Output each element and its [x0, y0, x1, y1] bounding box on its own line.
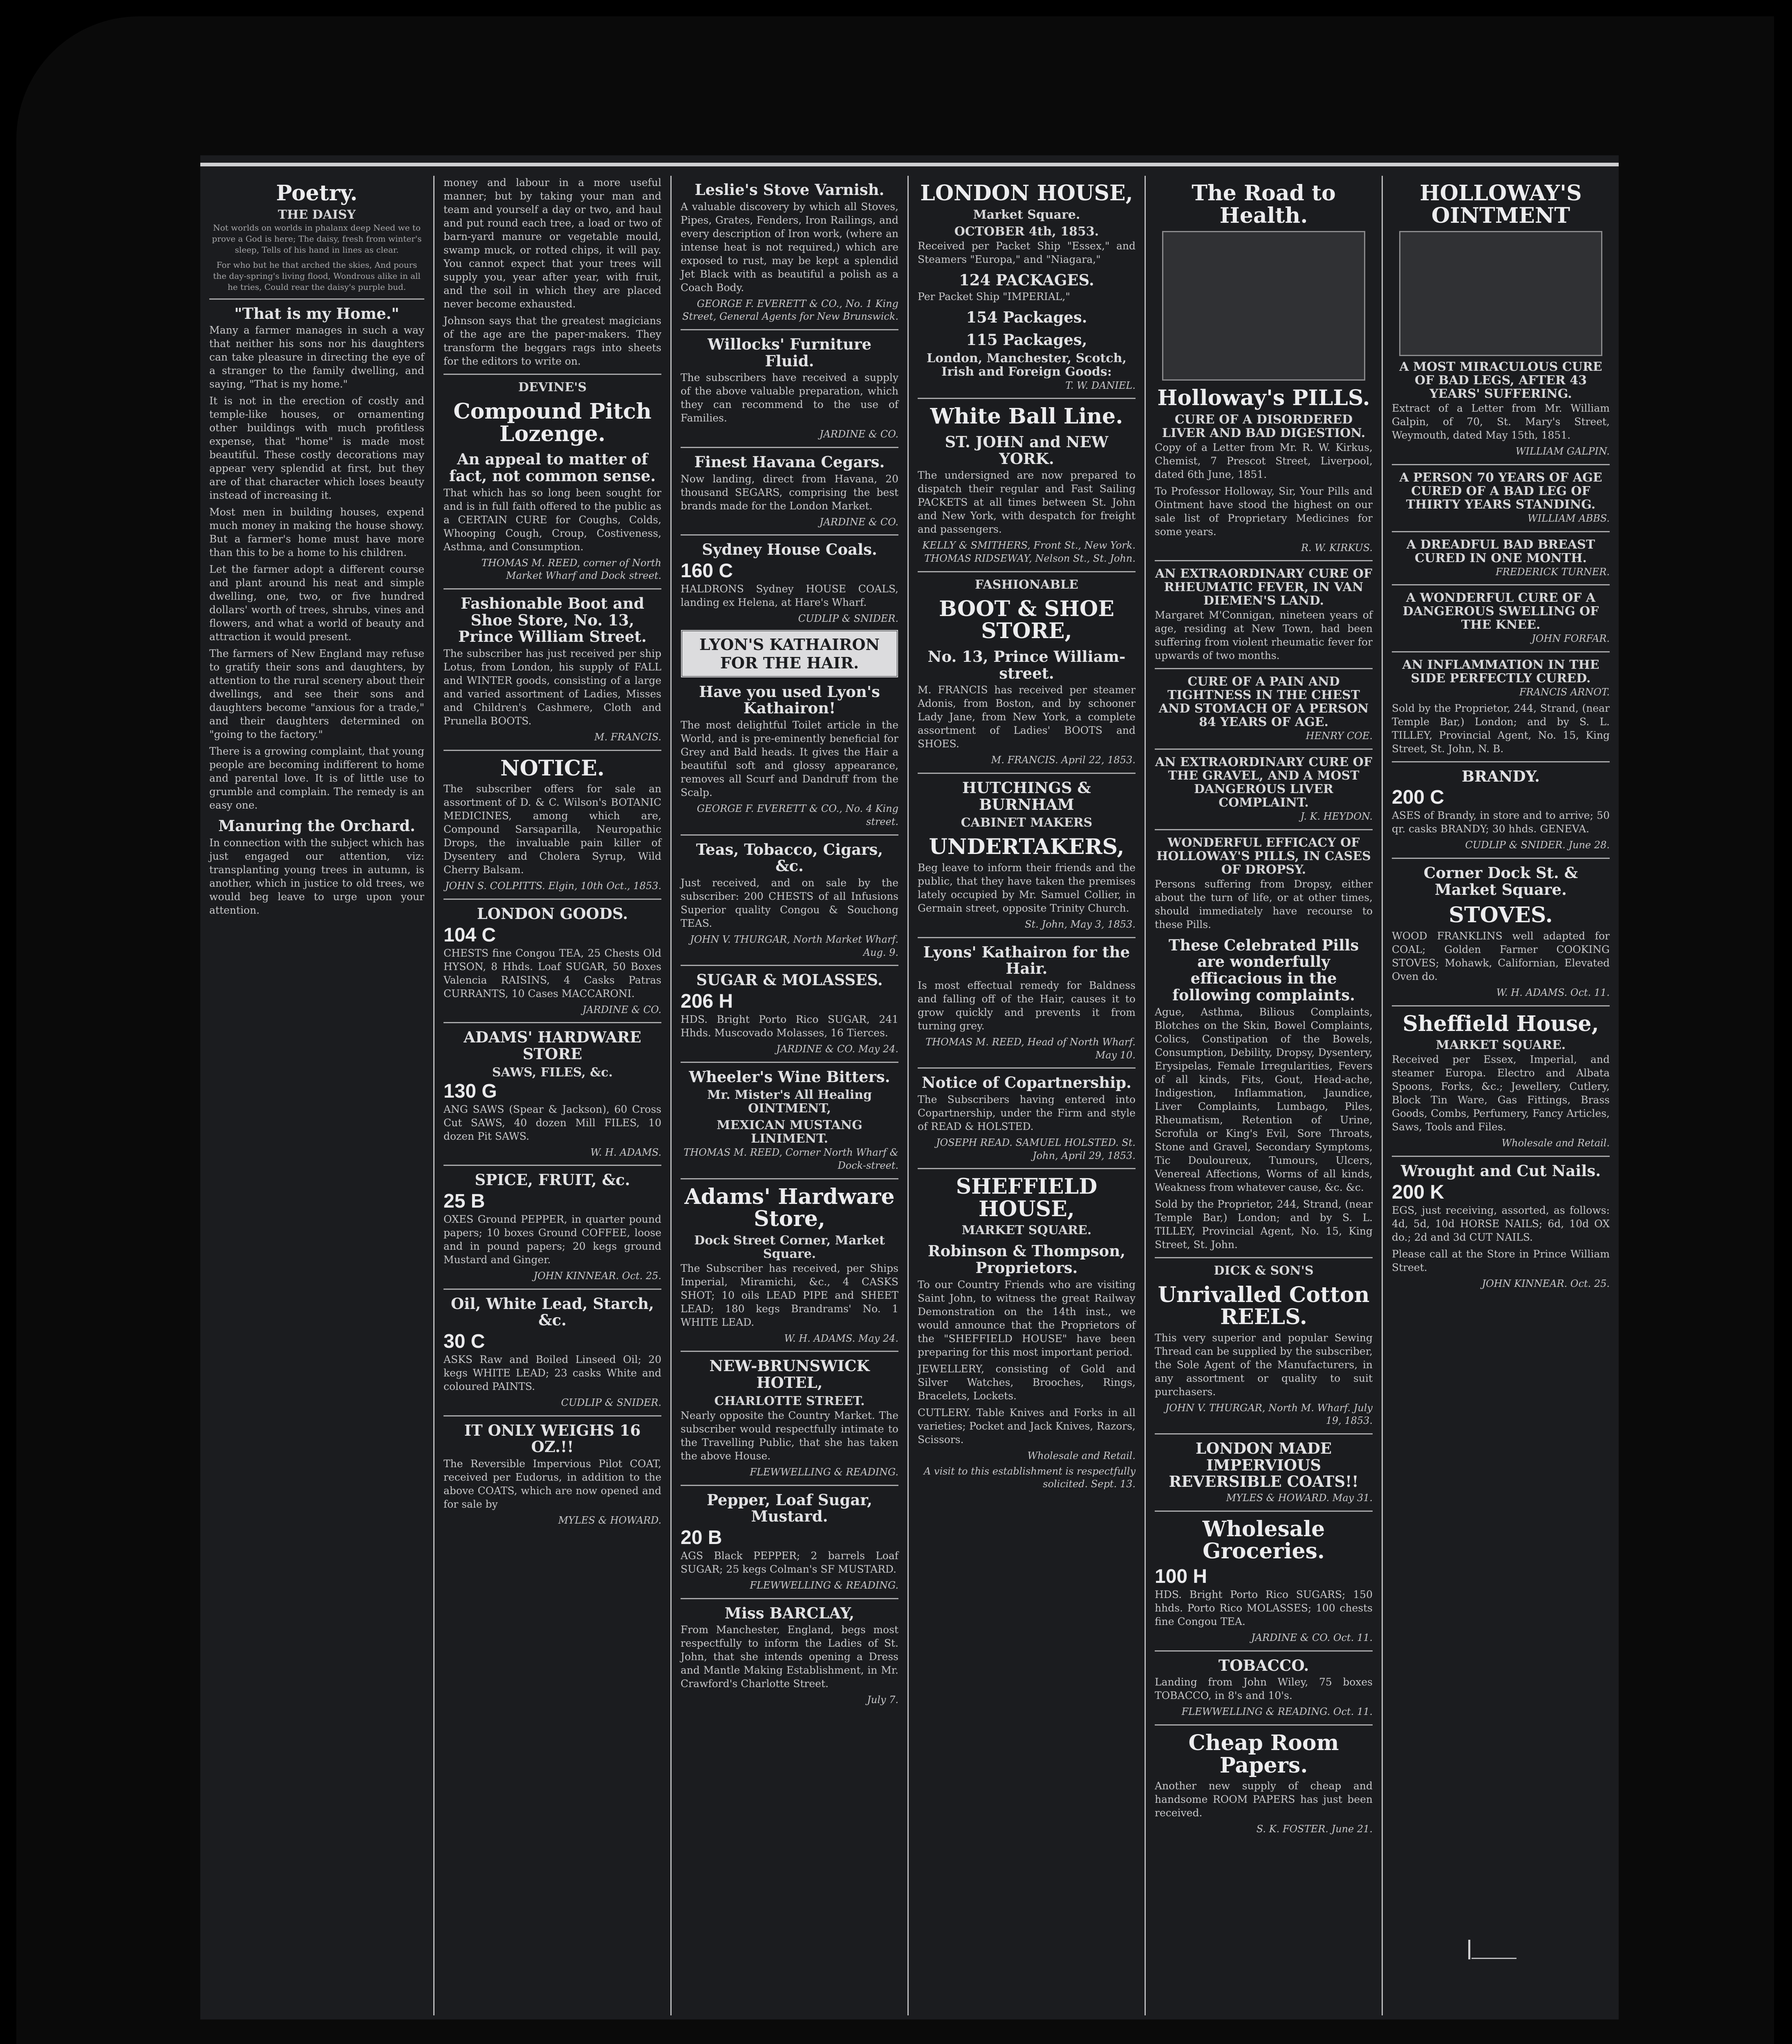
headline: Sheffield House, — [1402, 1011, 1599, 1036]
signature: JOSEPH READ. SAMUEL HOLSTED. St. John, April 29, 1853. — [936, 1136, 1136, 1161]
drop-quantity: 200 K — [1392, 1181, 1445, 1203]
section-heading: No. 13, Prince William-street. — [927, 647, 1126, 682]
section-heading: Wheeler's Wine Bitters. — [689, 1067, 890, 1086]
column-rule — [918, 1168, 1136, 1169]
column-rule — [681, 1598, 898, 1599]
column-rule — [681, 329, 898, 330]
column-rule — [681, 1351, 898, 1352]
column-rule — [444, 374, 661, 375]
signature: KELLY & SMITHERS, Front St., New York. THOMAS RIDSEWAY, Nelson St., St. John. — [922, 540, 1136, 564]
paragraph: CHESTS fine Congou TEA, 25 Chests Old HYSON, 8 Hhds. Loaf SUGAR, 50 Boxes Valencia RAISINS, 4 Casks Patras CURRANTS, 10 Cases MACCARONI. — [444, 947, 661, 1000]
column-rule — [1392, 1005, 1610, 1006]
paragraph: In connection with the subject which has just engaged our attention, viz: transplanting young trees in autumn, is another, which in justice to old trees, we would beg leave to urge upon your attention. — [209, 836, 424, 916]
paragraph: ASKS Raw and Boiled Linseed Oil; 20 kegs WHITE LEAD; 23 casks White and coloured PAINTS. — [444, 1354, 661, 1393]
column-rule — [918, 1067, 1136, 1069]
poem-stanza: Not worlds on worlds in phalanx deep Need we to prove a God is here; The daisy, fresh from winter's sleep, Tells of his hand in lines as clear. — [212, 222, 422, 255]
paragraph: CUTLERY. Table Knives and Forks in all varieties; Pocket and Jack Knives, Razors, Scissors. — [918, 1406, 1136, 1446]
column-2 — [433, 176, 670, 2015]
section-heading: An appeal to matter of fact, not common sense. — [449, 450, 656, 485]
paragraph: Many a farmer manages in such a way that neither his sons nor his daughters can take pleasure in directing the eye of a stranger to the family dwelling, and saying, "That is my home." — [209, 324, 424, 390]
signature: JOHN V. THURGAR, North Market Wharf. Aug. 9. — [690, 933, 898, 958]
signature: JARDINE & CO. Oct. 11. — [1251, 1632, 1373, 1643]
column-rule — [681, 834, 898, 836]
column-rule — [918, 937, 1136, 938]
signature: JARDINE & CO. — [819, 428, 898, 440]
subheading: Market Square. — [973, 207, 1080, 222]
headline: SHEFFIELD HOUSE, — [956, 1174, 1098, 1221]
top-rule — [200, 163, 1619, 166]
section-heading: SUGAR & MOLASSES. — [696, 971, 883, 989]
engraving-illustration — [1399, 231, 1602, 356]
signature: CUDLIP & SNIDER. — [561, 1397, 661, 1409]
column-rule — [1392, 584, 1610, 585]
section-heading: Leslie's Stove Varnish. — [694, 181, 885, 199]
paragraph: EGS, just receiving, assorted, as follows: 4d, 5d, 10d HORSE NAILS; 6d, 10d OX do.; 2d and 3d CUT NAILS. — [1392, 1204, 1610, 1243]
signature: S. K. FOSTER. June 21. — [1256, 1823, 1373, 1835]
column-rule — [681, 447, 898, 448]
signature: W. H. ADAMS. May 24. — [784, 1332, 898, 1344]
paragraph: There is a growing complaint, that young people are becoming indifferent to home and parental love. It is of little use to grumble and complain. The remedy is an easy one. — [209, 745, 424, 811]
signature: WILLIAM GALPIN. — [1515, 446, 1610, 457]
section-heading: Manuring the Orchard. — [218, 817, 415, 835]
section-heading: IT ONLY WEIGHS 16 OZ.!! — [464, 1421, 641, 1456]
column-rule — [444, 750, 661, 751]
paragraph: HALDRONS Sydney HOUSE COALS, landing ex Helena, at Hare's Wharf. — [681, 583, 898, 609]
signature: FLEWWELLING & READING. Oct. 11. — [1181, 1706, 1373, 1718]
signature: T. W. DANIEL. — [1065, 379, 1136, 391]
column-rule — [918, 398, 1136, 399]
subheading: Dock Street Corner, Market Square. — [694, 1233, 885, 1261]
poem-stanza: For who but he that arched the skies, And pours the day-spring's living flood, Wondrous alike in all he tries, Could rear the daisy's purple bud. — [213, 260, 421, 292]
subheading: CURE OF A PAIN AND TIGHTNESS IN THE CHEST AND STOMACH OF A PERSON 84 YEARS OF AGE. — [1158, 675, 1369, 730]
paragraph: From Manchester, England, begs most respectfully to inform the Ladies of St. John, that she intends opening a Dress and Mantle Making Establishment, in Mr. Crawford's Charlotte Street. — [681, 1624, 898, 1690]
section-heading: Fashionable Boot and Shoe Store, No. 13, Prince William Street. — [458, 594, 647, 646]
subheading: A MOST MIRACULOUS CURE OF BAD LEGS, AFTER 43 YEARS' SUFFERING. — [1399, 360, 1602, 401]
paragraph: Persons suffering from Dropsy, either about the turn of life, or at other times, should immediately have recourse to these Pills. — [1155, 878, 1373, 930]
headline: Wholesale Groceries. — [1202, 1516, 1325, 1564]
subheading: SAWS, FILES, &c. — [492, 1065, 613, 1080]
section-heading: Robinson & Thompson, Proprietors. — [927, 1242, 1126, 1277]
section-heading: Notice of Copartnership. — [921, 1074, 1132, 1092]
column-rule — [1155, 1650, 1373, 1652]
column-6 — [1382, 176, 1619, 2015]
paragraph: Sold by the Proprietor, 244, Strand, (near Temple Bar,) London; and by S. L. TILLEY, Provincial Agent, No. 15, King Street, St. John. — [1155, 1198, 1373, 1251]
section-heading: Willocks' Furniture Fluid. — [708, 335, 871, 370]
column-rule — [1155, 749, 1373, 750]
signature: MYLES & HOWARD. — [558, 1515, 661, 1526]
drop-quantity: 206 H — [681, 990, 733, 1012]
subheading: WONDERFUL EFFICACY OF HOLLOWAY'S PILLS, IN CASES OF DROPSY. — [1156, 835, 1371, 877]
paragraph: Landing from John Wiley, 75 boxes TOBACCO, in 8's and 10's. — [1155, 1676, 1373, 1702]
column-rule — [681, 1485, 898, 1486]
column-rule — [444, 1165, 661, 1166]
drop-quantity: 104 C — [444, 924, 496, 946]
section-heading: "That is my Home." — [234, 304, 399, 323]
signature: FREDERICK TURNER. — [1496, 566, 1610, 578]
paragraph: Nearly opposite the Country Market. The subscriber would respectfully intimate to the Travelling Public, that she has taken the above House. — [681, 1409, 898, 1462]
column-rule — [1155, 829, 1373, 830]
headline: Cheap Room Papers. — [1188, 1730, 1339, 1778]
column-rule — [918, 773, 1136, 774]
paragraph: To our Country Friends who are visiting Saint John, to witness the great Railway Demonstration on the 14th inst., we would announce that the Proprietors of the "SHEFFIELD HOUSE" have been preparing for this most important period. — [918, 1278, 1136, 1358]
paragraph: Please call at the Store in Prince William Street. — [1392, 1248, 1610, 1273]
drop-quantity: 20 B — [681, 1526, 722, 1549]
signature: St. John, May 3, 1853. — [1025, 918, 1136, 930]
paragraph: Is most effectual remedy for Baldness and falling off of the Hair, causes it to grow quickly and prevents it from turning grey. — [918, 979, 1136, 1032]
headline: Adams' Hardware Store, — [684, 1184, 895, 1232]
paragraph: The subscriber has just received per ship Lotus, from London, his supply of FALL and WINTER goods, consisting of a large and varied assortment of Ladies, Misses and Children's Cashmere, Cloth and Prunella BOOTS. — [444, 647, 661, 727]
drop-quantity: 25 B — [444, 1190, 485, 1212]
section-heading: BRANDY. — [1461, 767, 1540, 785]
engraving-illustration — [1162, 231, 1365, 381]
paragraph: AGS Black PEPPER; 2 barrels Loaf SUGAR; 25 kegs Colman's SF MUSTARD. — [681, 1549, 898, 1575]
column-1 — [200, 176, 433, 2015]
headline: STOVES. — [1449, 903, 1553, 928]
paragraph: Sold by the Proprietor, 244, Strand, (near Temple Bar,) London; and by S. L. TILLEY, Provincial Agent, No. 15, King Street, St. John, N. B. — [1392, 702, 1610, 755]
paragraph: ASES of Brandy, in store and to arrive; 50 qr. casks BRANDY; 30 hhds. GENEVA. — [1392, 809, 1610, 835]
section-heading: Sydney House Coals. — [702, 540, 877, 559]
column-rule — [1155, 1257, 1373, 1258]
signature: JARDINE & CO. — [819, 516, 898, 528]
paragraph: The subscriber offers for sale an assortment of D. & C. Wilson's BOTANIC MEDICINES, among which are, Compound Sarsaparilla, Neuropathic Drops, the invaluable pain killer of Dysentery and Cholera Syrup, Wild Cherry Balsam. — [444, 783, 661, 876]
column-4 — [907, 176, 1145, 2015]
paragraph: The farmers of New England may refuse to gratify their sons and daughters, by attention to the rural scenery about their dwellings, and see their sons and daughters become "anxious for a trade," and their daughters determined on "going to the factory." — [209, 648, 424, 741]
headline: HOLLOWAY'S OINTMENT — [1420, 181, 1582, 228]
section-heading: NEW-BRUNSWICK HOTEL, — [709, 1357, 870, 1392]
subheading: MEXICAN MUSTANG LINIMENT. — [717, 1118, 862, 1146]
paragraph: This very superior and popular Sewing Thread can be supplied by the subscriber, the Sole Agent of the Manufacturers, in any assortment or quality to suit purchasers. — [1155, 1331, 1373, 1398]
section-heading: ADAMS' HARDWARE STORE — [464, 1028, 641, 1063]
drop-quantity: 200 C — [1392, 787, 1445, 809]
signature: M. FRANCIS. — [594, 731, 661, 743]
column-rule — [918, 571, 1136, 572]
signature: J. K. HEYDON. — [1300, 811, 1373, 823]
column-rule — [681, 534, 898, 536]
signature: JOHN S. COLPITTS. Elgin, 10th Oct., 1853. — [445, 880, 661, 892]
paragraph: Now landing, direct from Havana, 20 thousand SEGARS, comprising the best brands made for the London Market. — [681, 473, 898, 512]
subheading: MARKET SQUARE. — [1436, 1038, 1566, 1053]
section-heading: Wrought and Cut Nails. — [1400, 1161, 1601, 1180]
subheading: OCTOBER 4th, 1853. — [954, 224, 1099, 239]
section-heading: TOBACCO. — [1218, 1656, 1309, 1674]
column-rule — [444, 1022, 661, 1023]
signature: MYLES & HOWARD. May 31. — [1226, 1492, 1373, 1504]
paragraph: The undersigned are now prepared to dispatch their regular and Fast Sailing PACKETS at all times between St. John and New York, with despatch for freight and passengers. — [918, 469, 1136, 536]
column-rule — [444, 1415, 661, 1416]
paragraph: ANG SAWS (Spear & Jackson), 60 Cross Cut SAWS, 40 dozen Mill FILES, 10 dozen Pit SAWS. — [444, 1103, 661, 1142]
column-rule — [1392, 858, 1610, 859]
column-rule — [444, 899, 661, 900]
drop-quantity: 30 C — [444, 1331, 485, 1353]
signature: JOHN V. THURGAR, North M. Wharf. July 19, 1853. — [1165, 1402, 1373, 1427]
signature: FLEWWELLING & READING. — [750, 1579, 898, 1591]
section-heading: HUTCHINGS & BURNHAM — [962, 778, 1091, 814]
paragraph: It is not in the erection of costly and temple-like houses, or ornamenting other buildings with much profitless expense, that "home" is made most beautiful. These costly decorations may appear very splendid at first, but they are of that character which loses beauty instead of increasing it. — [209, 395, 424, 502]
subheading: A DREADFUL BAD BREAST CURED IN ONE MONTH. — [1406, 537, 1595, 565]
paragraph: Received per Essex, Imperial, and steamer Europa. Electro and Albata Spoons, Forks, &c.; Jewellery, Cutlery, Block Tin Ware, Gas Fittings, Brass Goods, Combs, Perfumery, Fancy Articles, Saws, Tools and Files. — [1392, 1053, 1610, 1133]
signature: July 7. — [867, 1694, 898, 1706]
paragraph: Ague, Asthma, Bilious Complaints, Blotches on the Skin, Bowel Complaints, Colics, Constipation of the Bowels, Consumption, Debility, Dropsy, Dysentery, Erysipelas, Female Irregularities, Fevers of all kinds, Fits, Gout, Head-ache, Indigestion, Inflammation, Jaundice, Liver Complaints, Lumbago, Piles, Rheumatism, Retention of Urine, Scrofula or King's Evil, Sore Throats, Stone and Gravel, Secondary Symptoms, Tic Douloureux, Tumours, Ulcers, Venereal Affections, Worms of all kinds, Weakness from whatever cause, &c. &c. — [1155, 1006, 1373, 1193]
signature: JARDINE & CO. — [582, 1004, 661, 1015]
subheading: CHARLOTTE STREET. — [714, 1394, 865, 1408]
paragraph: Another new supply of cheap and handsome ROOM PAPERS has just been received. — [1155, 1780, 1373, 1819]
subheading: MARKET SQUARE. — [961, 1223, 1092, 1238]
column-rule — [1392, 1156, 1610, 1157]
drop-quantity: 100 H — [1155, 1566, 1207, 1587]
section-heading: These Celebrated Pills are wonderfully efficacious in the following complaints. — [1168, 936, 1359, 1004]
paragraph: Copy of a Letter from Mr. R. W. Kirkus, Chemist, 7 Prescot Street, Liverpool, dated 6th June, 1851. — [1155, 441, 1373, 480]
headline: Poetry. — [276, 181, 358, 206]
signature: WILLIAM ABBS. — [1528, 512, 1610, 524]
headline: NOTICE. — [500, 755, 605, 781]
column-rule — [1155, 668, 1373, 669]
signature: W. H. ADAMS. — [590, 1146, 661, 1158]
column-rule — [1155, 560, 1373, 561]
drop-quantity: 160 C — [681, 560, 733, 582]
headline: Compound Pitch Lozenge. — [453, 399, 652, 446]
paragraph: Johnson says that the greatest magicians of the age are the paper-makers. They transform the beggars rags into sheets for the editors to write on. — [444, 315, 661, 367]
section-heading: 124 PACKAGES. — [959, 271, 1094, 289]
advert-label: LYON'S KATHAIRON FOR THE HAIR. — [681, 630, 898, 678]
paragraph: Most men in building houses, expend much money in making the house showy. But a farmer's home must have more than this to be a home to his children. — [209, 506, 424, 559]
margin-mark — [1468, 1940, 1470, 1959]
column-rule — [209, 298, 424, 300]
signature: THOMAS M. REED, corner of North Market Wharf and Dock street. — [481, 557, 661, 582]
paragraph: Beg leave to inform their friends and the public, that they have taken the premises lately occupied by Mr. Samuel Collier, in Germain street, opposite Trinity Church. — [918, 861, 1136, 914]
column-rule — [681, 965, 898, 966]
newspaper-page — [200, 155, 1619, 2019]
section-heading: 115 Packages, — [966, 330, 1087, 349]
column-rule — [681, 1178, 898, 1179]
paragraph: money and labour in a more useful manner; but by taking your man and team and yourself a day or two, and haul and put round each tree, a load or two of barn-yard manure or vegetable mould, swamp muck, or rotted chips, it will pay. You cannot expect that your trees will supply you, year after year, with fruit, and the soil in which they are placed never become exhausted. — [444, 177, 661, 310]
paragraph: Just received, and on sale by the subscriber: 200 CHESTS of all Infusions Superior quality Congou & Souchong TEAS. — [681, 876, 898, 929]
paragraph: WOOD FRANKLINS well adapted for COAL; Golden Farmer COOKING STOVES; Mohawk, Californian, Elevated Oven do. — [1392, 930, 1610, 982]
column-rule — [1155, 1511, 1373, 1512]
paragraph: Let the farmer adopt a different course and plant around his neat and simple dwelling, one, two, or five hundred dollars' worth of trees, shrubs, vines and flowers, and what a world of beauty and attraction it would present. — [209, 563, 424, 643]
subheading: Mr. Mister's All Healing OINTMENT, — [707, 1088, 872, 1116]
signature: W. H. ADAMS. Oct. 11. — [1496, 986, 1610, 998]
section-heading: Corner Dock St. & Market Square. — [1423, 863, 1578, 899]
section-heading: Teas, Tobacco, Cigars, &c. — [696, 840, 883, 875]
signature: HENRY COE. — [1306, 730, 1373, 742]
subheading: AN EXTRAORDINARY CURE OF RHEUMATIC FEVER, IN VAN DIEMEN'S LAND. — [1155, 567, 1373, 608]
column-5 — [1145, 176, 1382, 2015]
paragraph: A valuable discovery by which all Stoves, Pipes, Grates, Fenders, Iron Railings, and every description of Iron work, (where an intense heat is not required,) which are exposed to rust, may be kept a splendid Jet Black with as beautiful a polish as a Coach Body. — [681, 200, 898, 294]
section-heading: Oil, White Lead, Starch, &c. — [451, 1294, 654, 1329]
section-heading: Lyons' Kathairon for the Hair. — [923, 943, 1130, 978]
paragraph: M. FRANCIS has received per steamer Adonis, from Boston, and by schooner Lady Jane, from New York, a complete assortment of Ladies' BOOTS and SHOES. — [918, 684, 1136, 750]
signature: FLEWWELLING & READING. — [750, 1466, 898, 1478]
drop-quantity: 130 G — [444, 1080, 497, 1102]
paragraph: HDS. Bright Porto Rico SUGARS; 150 hhds. Porto Rico MOLASSES; 100 chests fine Congou TEA. — [1155, 1589, 1373, 1627]
section-heading: 154 Packages. — [966, 308, 1087, 327]
signature: R. W. KIRKUS. — [1301, 542, 1373, 554]
column-rule — [681, 1062, 898, 1063]
headline: UNDERTAKERS, — [929, 834, 1124, 860]
paragraph: Per Packet Ship "IMPERIAL," — [918, 291, 1070, 303]
paragraph: Received per Packet Ship "Essex," and Steamers "Europa," and "Niagara," — [918, 240, 1136, 265]
signature: THOMAS M. REED, Head of North Wharf. May 10. — [925, 1036, 1136, 1061]
paragraph: The Subscriber has received, per Ships Imperial, Miramichi, &c., 4 CASKS SHOT; 10 oils LEAD PIPE and SHEET LEAD; 180 kegs Brandrams' No. 1 WHITE LEAD. — [681, 1262, 898, 1328]
subheading: London, Manchester, Scotch, Irish and Foreign Goods: — [927, 351, 1127, 379]
signature: Wholesale and Retail. — [1501, 1137, 1610, 1149]
section-heading: ST. JOHN and NEW YORK. — [945, 433, 1109, 468]
section-heading: Pepper, Loaf Sugar, Mustard. — [707, 1490, 872, 1526]
paragraph: Margaret M'Connigan, nineteen years of age, residing at New Town, had been suffering from violent rheumatic fever for upwards of two months. — [1155, 609, 1373, 662]
column-rule — [1155, 1724, 1373, 1726]
section-heading: Have you used Lyon's Kathairon! — [699, 682, 880, 717]
signature: JARDINE & CO. May 24. — [776, 1043, 898, 1055]
headline: Unrivalled Cotton REELS. — [1158, 1282, 1370, 1330]
subheading: DICK & SON'S — [1214, 1263, 1314, 1278]
signature: GEORGE F. EVERETT & CO., No. 1 King Street, General Agents for New Brunswick. — [682, 298, 898, 323]
signature: A visit to this establishment is respectfully solicited. Sept. 13. — [923, 1465, 1136, 1490]
signature: GEORGE F. EVERETT & CO., No. 4 King street. — [697, 803, 898, 827]
signature: JOHN FORFAR. — [1532, 633, 1610, 645]
paragraph: The most delightful Toilet article in the World, and is pre-eminently beneficial for Grey and Bald heads. It gives the Hair a beautiful soft and glossy appearance, removes all Scurf and Dandruff from the Scalp. — [681, 719, 898, 799]
paragraph: The Subscribers having entered into Copartnership, under the Firm and style of READ & HOLSTED. — [918, 1093, 1136, 1132]
headline: Holloway's PILLS. — [1157, 385, 1370, 411]
subheading: DEVINE'S — [518, 380, 587, 394]
subheading: A PERSON 70 YEARS OF AGE CURED OF A BAD LEG OF THIRTY YEARS STANDING. — [1399, 470, 1602, 512]
column-rule — [1392, 464, 1610, 465]
column-rule — [1155, 1433, 1373, 1434]
column-rule — [444, 588, 661, 589]
section-heading: LONDON MADE IMPERVIOUS REVERSIBLE COATS!! — [1169, 1439, 1359, 1491]
subheading: THE DAISY — [278, 207, 356, 222]
column-3 — [670, 176, 907, 2015]
paragraph: To Professor Holloway, Sir, Your Pills and Ointment have stood the highest on our sale list of Proprietary Medicines for some years. — [1155, 485, 1373, 538]
section-heading: Finest Havana Cegars. — [694, 453, 885, 471]
paragraph: The Reversible Impervious Pilot COAT, received per Eudorus, in addition to the above COATS, which are now opened and for sale by — [444, 1458, 661, 1511]
paragraph: Extract of a Letter from Mr. William Galpin, of 70, St. Mary's Street, Weymouth, dated May 15th, 1851. — [1392, 402, 1610, 442]
signature: M. FRANCIS. April 22, 1853. — [991, 754, 1136, 766]
paragraph: OXES Ground PEPPER, in quarter pound papers; 10 boxes Ground COFFEE, loose and in pound papers; 20 kegs ground Mustard and Ginger. — [444, 1213, 661, 1266]
signature: JOHN KINNEAR. Oct. 25. — [1482, 1278, 1610, 1289]
signature: JOHN KINNEAR. Oct. 25. — [533, 1270, 661, 1282]
signature: Wholesale and Retail. — [1027, 1450, 1136, 1461]
section-heading: Miss BARCLAY, — [724, 1604, 855, 1622]
section-heading: SPICE, FRUIT, &c. — [475, 1171, 630, 1189]
headline: White Ball Line. — [930, 404, 1123, 429]
signature: FRANCIS ARNOT. — [1519, 686, 1610, 698]
paragraph: JEWELLERY, consisting of Gold and Silver Watches, Brooches, Rings, Bracelets, Lockets. — [918, 1363, 1136, 1402]
subheading: AN EXTRAORDINARY CURE OF THE GRAVEL, AND A MOST DANGEROUS LIVER COMPLAINT. — [1155, 755, 1373, 810]
column-rule — [1392, 531, 1610, 532]
column-rule — [1392, 651, 1610, 652]
paragraph: That which has so long been sought for and is in full faith offered to the public as a CERTAIN CURE for Coughs, Colds, Whooping Cough, Croup, Costiveness, Asthma, and Consumption. — [444, 486, 661, 553]
paragraph: HDS. Bright Porto Rico SUGAR, 241 Hhds. Muscovado Molasses, 16 Tierces. — [681, 1013, 898, 1039]
subheading: A WONDERFUL CURE OF A DANGEROUS SWELLING OF THE KNEE. — [1402, 591, 1599, 632]
subheading: CABINET MAKERS — [961, 816, 1093, 830]
section-heading: LONDON GOODS. — [477, 904, 628, 923]
subheading: CURE OF A DISORDERED LIVER AND BAD DIGESTION. — [1162, 412, 1366, 440]
margin-underline — [1472, 1958, 1516, 1959]
signature: CUDLIP & SNIDER. June 28. — [1465, 839, 1610, 851]
signature: THOMAS M. REED, Corner North Wharf & Dock-street. — [683, 1147, 898, 1171]
headline: LONDON HOUSE, — [920, 181, 1133, 206]
paragraph: The subscribers have received a supply of the above valuable preparation, which they can recommend to the use of Families. — [681, 372, 898, 424]
subheading: FASHIONABLE — [974, 577, 1078, 592]
headline: The Road to Health. — [1192, 181, 1336, 228]
microfilm-background — [16, 16, 1774, 2044]
signature: CUDLIP & SNIDER. — [798, 613, 898, 625]
column-rule — [444, 1289, 661, 1290]
subheading: AN INFLAMMATION IN THE SIDE PERFECTLY CURED. — [1402, 657, 1599, 686]
headline: BOOT & SHOE STORE, — [939, 596, 1114, 644]
column-rule — [1392, 761, 1610, 762]
